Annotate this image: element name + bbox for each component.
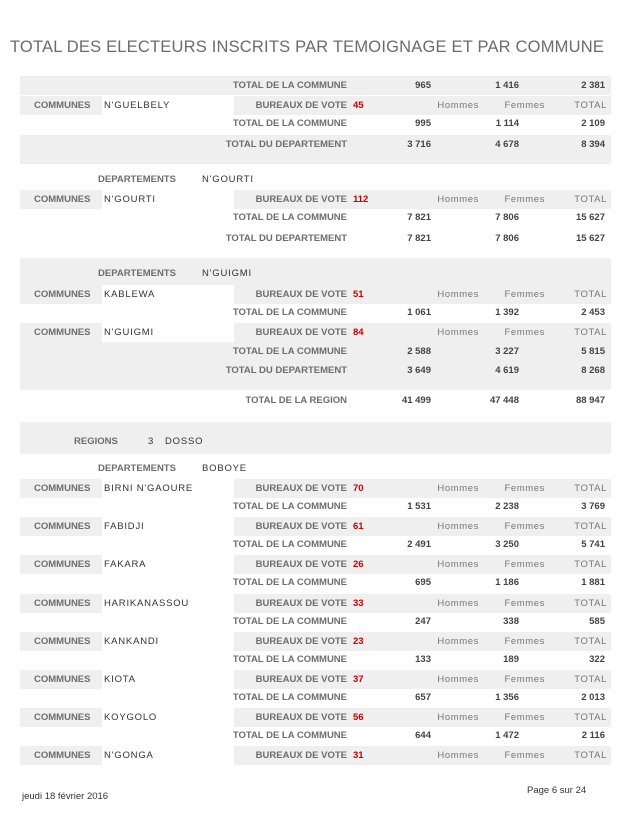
commune-row <box>20 190 611 209</box>
total-value: 15 627 <box>575 233 605 244</box>
commune-name: N'GONGA <box>102 746 234 765</box>
regions-label: REGIONS <box>74 436 118 447</box>
bureaux-count: 61 <box>353 521 364 533</box>
communes-label: COMMUNES <box>34 559 91 571</box>
hommes-header: Hommes <box>437 597 479 609</box>
femmes-value: 2 238 <box>495 501 519 512</box>
femmes-value: 47 448 <box>489 395 519 406</box>
femmes-header: Femmes <box>504 559 545 571</box>
total-commune-label: TOTAL DE LA COMMUNE <box>232 577 347 589</box>
femmes-value: 4 619 <box>495 365 519 376</box>
bureaux-count: 33 <box>353 597 364 609</box>
commune-total-row <box>20 688 611 707</box>
total-header: TOTAL <box>574 521 607 533</box>
hommes-value: 1 061 <box>407 307 431 318</box>
bureaux-label: BUREAUX DE VOTE <box>255 194 347 205</box>
bureaux-label: BUREAUX DE VOTE <box>255 100 347 111</box>
total-value: 585 <box>589 615 605 627</box>
femmes-header: Femmes <box>504 100 545 111</box>
hommes-header: Hommes <box>437 674 479 685</box>
bureaux-label: BUREAUX DE VOTE <box>255 521 347 533</box>
bureaux-label: BUREAUX DE VOTE <box>255 597 347 609</box>
departement-row <box>20 258 611 285</box>
total-header: TOTAL <box>574 597 607 609</box>
total-commune-label: TOTAL DE LA COMMUNE <box>232 653 347 665</box>
departement-total-row <box>20 135 611 164</box>
total-commune-label: TOTAL DE LA COMMUNE <box>232 501 347 512</box>
total-header: TOTAL <box>574 483 607 494</box>
total-header: TOTAL <box>574 194 607 205</box>
departements-label: DEPARTEMENTS <box>98 268 176 279</box>
total-header: TOTAL <box>574 750 607 762</box>
region-row <box>20 422 611 454</box>
commune-row <box>20 594 611 613</box>
total-value: 2 453 <box>581 307 605 318</box>
hommes-header: Hommes <box>437 289 479 300</box>
hommes-header: Hommes <box>437 635 479 647</box>
total-commune-label: TOTAL DE LA COMMUNE <box>232 692 347 703</box>
bureaux-count: 45 <box>353 100 364 111</box>
region-name: DOSSO <box>165 436 204 447</box>
hommes-value: 2 491 <box>407 539 431 551</box>
communes-label: COMMUNES <box>34 289 91 300</box>
bureaux-label: BUREAUX DE VOTE <box>255 674 347 685</box>
commune-row <box>20 96 611 115</box>
bureaux-count: 70 <box>353 483 364 494</box>
bureaux-count: 51 <box>353 289 364 300</box>
commune-total-row <box>20 208 611 227</box>
total-value: 8 394 <box>581 139 605 150</box>
commune-row <box>20 323 611 342</box>
total-commune-label: TOTAL DE LA COMMUNE <box>232 307 347 318</box>
total-value: 1 881 <box>581 577 605 589</box>
commune-total-row <box>20 303 611 322</box>
total-commune-label: TOTAL DE LA COMMUNE <box>232 539 347 551</box>
bureaux-label: BUREAUX DE VOTE <box>255 327 347 338</box>
communes-label: COMMUNES <box>34 597 91 609</box>
hommes-value: 7 821 <box>407 212 431 223</box>
femmes-header: Femmes <box>504 750 545 762</box>
departement-name: BOBOYE <box>202 463 247 474</box>
commune-name: KIOTA <box>102 670 234 689</box>
communes-label: COMMUNES <box>34 635 91 647</box>
bureaux-count: 26 <box>353 559 364 571</box>
femmes-value: 189 <box>503 653 519 665</box>
commune-row <box>20 517 611 536</box>
hommes-header: Hommes <box>437 194 479 205</box>
departement-row <box>20 170 611 189</box>
femmes-value: 1 392 <box>495 307 519 318</box>
commune-name: FABIDJI <box>102 517 234 536</box>
bureaux-count: 112 <box>353 194 369 205</box>
total-value: 3 769 <box>581 501 605 512</box>
commune-total-row <box>20 573 611 592</box>
departement-name: N'GUIGMI <box>202 268 252 279</box>
bureaux-count: 23 <box>353 635 364 647</box>
total-departement-label: TOTAL DU DEPARTEMENT <box>225 233 347 244</box>
hommes-value: 1 531 <box>407 501 431 512</box>
commune-name: N'GOURTI <box>102 190 234 209</box>
commune-row <box>20 746 611 765</box>
hommes-value: 3 716 <box>407 139 431 150</box>
femmes-header: Femmes <box>504 521 545 533</box>
total-value: 15 627 <box>575 212 605 223</box>
departements-label: DEPARTEMENTS <box>98 174 176 185</box>
communes-label: COMMUNES <box>34 194 91 205</box>
departement-name: N'GOURTI <box>202 174 254 185</box>
hommes-value: 695 <box>415 577 431 589</box>
hommes-value: 3 649 <box>407 365 431 376</box>
femmes-value: 7 806 <box>495 212 519 223</box>
hommes-value: 995 <box>415 118 431 129</box>
commune-total-row <box>20 612 611 631</box>
departement-total-row <box>20 229 611 248</box>
femmes-value: 4 678 <box>495 139 519 150</box>
commune-total-row <box>20 76 611 95</box>
commune-name: KANKANDI <box>102 632 234 651</box>
femmes-value: 338 <box>503 615 519 627</box>
page-title: TOTAL DES ELECTEURS INSCRITS PAR TEMOIGNAGE ET PAR COMMUNE <box>9 38 605 56</box>
femmes-value: 7 806 <box>495 233 519 244</box>
commune-total-row <box>20 497 611 516</box>
total-value: 2 013 <box>581 692 605 703</box>
femmes-value: 1 114 <box>495 118 519 129</box>
femmes-header: Femmes <box>504 327 545 338</box>
total-value: 2 116 <box>581 730 605 742</box>
femmes-header: Femmes <box>504 483 545 494</box>
commune-row <box>20 632 611 651</box>
commune-name: KOYGOLO <box>102 708 234 727</box>
total-departement-label: TOTAL DU DEPARTEMENT <box>225 139 347 150</box>
commune-row <box>20 555 611 574</box>
femmes-header: Femmes <box>504 674 545 685</box>
commune-name: HARIKANASSOU <box>102 594 234 613</box>
departement-total-row <box>20 361 611 390</box>
communes-label: COMMUNES <box>34 327 91 338</box>
region-number: 3 <box>148 436 154 447</box>
commune-row <box>20 708 611 727</box>
communes-label: COMMUNES <box>34 521 91 533</box>
total-header: TOTAL <box>574 100 607 111</box>
hommes-value: 965 <box>415 80 431 91</box>
total-region-label: TOTAL DE LA REGION <box>245 395 347 406</box>
commune-name: N'GUIGMI <box>102 323 234 342</box>
hommes-value: 41 499 <box>401 395 431 406</box>
hommes-header: Hommes <box>437 712 479 724</box>
commune-row <box>20 285 611 304</box>
footer-date: jeudi 18 février 2016 <box>22 791 109 802</box>
hommes-header: Hommes <box>437 750 479 762</box>
total-value: 8 268 <box>581 365 605 376</box>
departements-label: DEPARTEMENTS <box>98 463 176 474</box>
bureaux-count: 84 <box>353 327 364 338</box>
total-header: TOTAL <box>574 674 607 685</box>
hommes-header: Hommes <box>437 559 479 571</box>
communes-label: COMMUNES <box>34 750 91 762</box>
commune-row <box>20 670 611 689</box>
total-header: TOTAL <box>574 635 607 647</box>
hommes-value: 133 <box>415 653 431 665</box>
total-commune-label: TOTAL DE LA COMMUNE <box>232 615 347 627</box>
bureaux-label: BUREAUX DE VOTE <box>255 483 347 494</box>
commune-total-row <box>20 114 611 133</box>
commune-total-row <box>20 342 611 361</box>
hommes-value: 247 <box>415 615 431 627</box>
hommes-value: 7 821 <box>407 233 431 244</box>
commune-total-row <box>20 535 611 554</box>
total-departement-label: TOTAL DU DEPARTEMENT <box>225 365 347 376</box>
communes-label: COMMUNES <box>34 674 91 685</box>
femmes-header: Femmes <box>504 597 545 609</box>
total-value: 2 381 <box>581 80 605 91</box>
femmes-value: 1 472 <box>495 730 519 742</box>
commune-name: BIRNI N'GAOURE <box>102 479 234 498</box>
total-commune-label: TOTAL DE LA COMMUNE <box>232 80 347 91</box>
total-header: TOTAL <box>574 559 607 571</box>
bureaux-count: 31 <box>353 750 364 762</box>
total-value: 2 109 <box>581 118 605 129</box>
commune-name: FAKARA <box>102 555 234 574</box>
hommes-value: 657 <box>415 692 431 703</box>
total-commune-label: TOTAL DE LA COMMUNE <box>232 212 347 223</box>
total-header: TOTAL <box>574 327 607 338</box>
total-value: 322 <box>589 653 605 665</box>
departement-row <box>20 459 611 478</box>
femmes-value: 1 356 <box>495 692 519 703</box>
femmes-header: Femmes <box>504 289 545 300</box>
femmes-header: Femmes <box>504 712 545 724</box>
commune-name: N'GUELBELY <box>102 96 234 115</box>
total-header: TOTAL <box>574 289 607 300</box>
commune-row <box>20 479 611 498</box>
hommes-value: 644 <box>415 730 431 742</box>
communes-label: COMMUNES <box>34 483 91 494</box>
total-commune-label: TOTAL DE LA COMMUNE <box>232 346 347 357</box>
hommes-header: Hommes <box>437 327 479 338</box>
hommes-header: Hommes <box>437 521 479 533</box>
bureaux-label: BUREAUX DE VOTE <box>255 289 347 300</box>
bureaux-count: 37 <box>353 674 364 685</box>
femmes-header: Femmes <box>504 635 545 647</box>
total-value: 5 815 <box>581 346 605 357</box>
communes-label: COMMUNES <box>34 712 91 724</box>
footer-page-number: Page 6 sur 24 <box>527 785 587 796</box>
femmes-value: 1 186 <box>495 577 519 589</box>
total-header: TOTAL <box>574 712 607 724</box>
femmes-value: 3 227 <box>495 346 519 357</box>
commune-name: KABLEWA <box>102 285 234 304</box>
hommes-header: Hommes <box>437 483 479 494</box>
commune-total-row <box>20 650 611 669</box>
total-value: 88 947 <box>575 395 605 406</box>
femmes-value: 3 250 <box>495 539 519 551</box>
bureaux-count: 56 <box>353 712 364 724</box>
femmes-header: Femmes <box>504 194 545 205</box>
hommes-header: Hommes <box>437 100 479 111</box>
bureaux-label: BUREAUX DE VOTE <box>255 712 347 724</box>
total-commune-label: TOTAL DE LA COMMUNE <box>232 730 347 742</box>
total-value: 5 741 <box>581 539 605 551</box>
communes-label: COMMUNES <box>34 100 91 111</box>
femmes-value: 1 416 <box>495 80 519 91</box>
commune-total-row <box>20 726 611 745</box>
bureaux-label: BUREAUX DE VOTE <box>255 750 347 762</box>
bureaux-label: BUREAUX DE VOTE <box>255 559 347 571</box>
bureaux-label: BUREAUX DE VOTE <box>255 635 347 647</box>
total-commune-label: TOTAL DE LA COMMUNE <box>232 118 347 129</box>
region-total-row <box>20 391 611 410</box>
hommes-value: 2 588 <box>407 346 431 357</box>
